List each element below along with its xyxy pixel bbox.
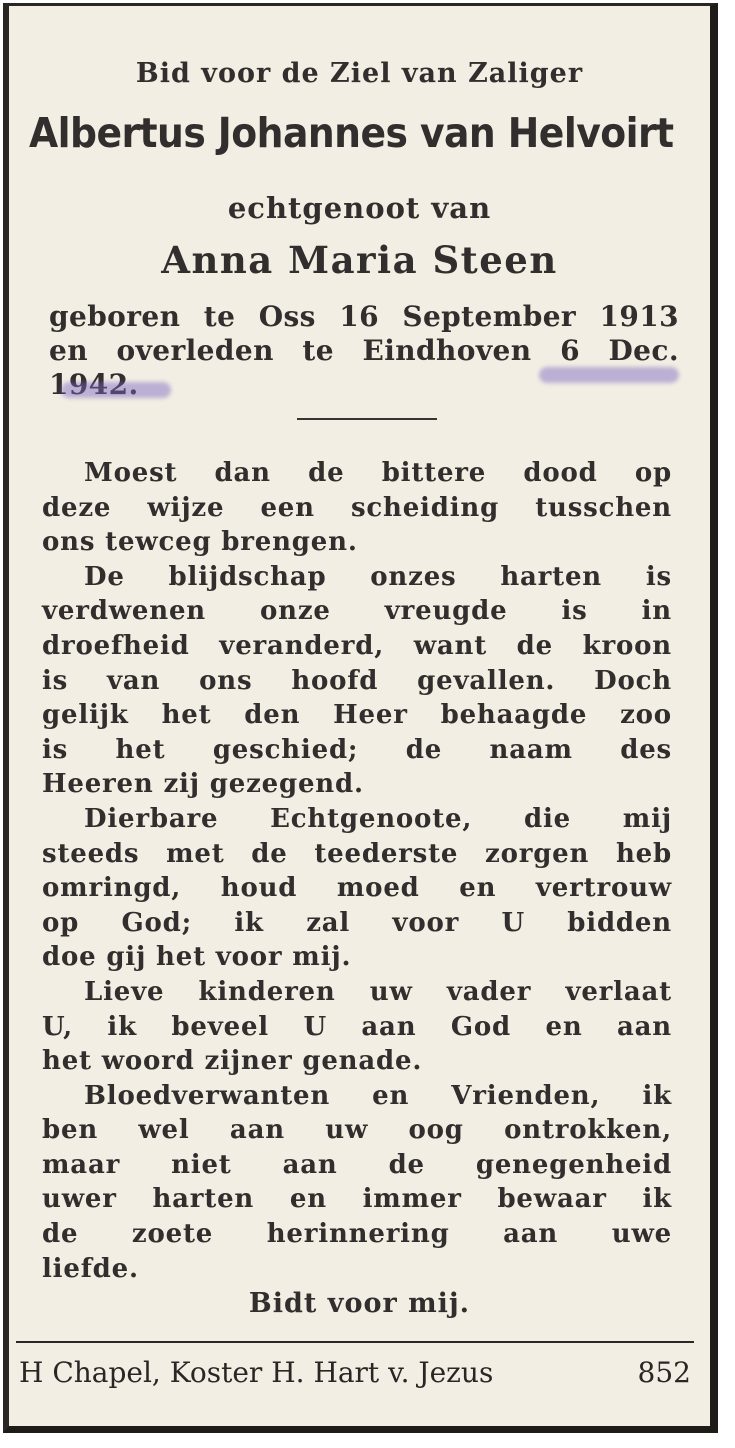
birth-line: geboren te Oss 16 September 1913: [49, 300, 679, 333]
text-line: gelijk het den Heer behaagde zoo: [42, 700, 672, 731]
text-line: ben wel aan uw oog ontrokken,: [42, 1115, 672, 1146]
text-line: U, ik beveel U aan God en aan: [42, 1011, 672, 1042]
text-line: verdwenen onze vreugde is in: [42, 596, 672, 627]
memorial-text: [42, 456, 672, 1286]
footer-rule: [16, 1341, 694, 1343]
spouse-name: Anna Maria Steen: [161, 238, 558, 282]
text-line: De blijdschap onzes harten is: [84, 561, 672, 592]
text-line: uwer harten en immer bewaar ik: [42, 1184, 672, 1215]
ink-stain-left: [61, 382, 171, 398]
death-line: en overleden te Eindhoven 6 Dec.: [49, 334, 679, 367]
text-line: doe gij het voor mij.: [42, 942, 352, 973]
text-line: Bloedverwanten en Vrienden, ik: [84, 1080, 672, 1111]
text-line: Heeren zij gezegend.: [42, 769, 364, 800]
text-line: ons tewceg brengen.: [42, 527, 358, 558]
text-line: maar niet aan de genegenheid: [42, 1149, 672, 1180]
text-line: het woord zijner genade.: [42, 1046, 423, 1077]
text-line: omringd, houd moed en vertrouw: [42, 873, 672, 904]
divider: [297, 418, 437, 420]
text-line: de zoete herinnering aan uwe: [42, 1219, 672, 1250]
text-line: op God; ik zal voor U bidden: [42, 907, 672, 938]
printer-footer: [19, 1356, 691, 1389]
text-line: is het geschied; de naam des: [42, 734, 672, 765]
text-line: Dierbare Echtgenoote, die mij: [84, 803, 672, 834]
spouse-prefix: echtgenoot van: [227, 191, 492, 225]
text-line: is van ons hoofd gevallen. Doch: [42, 665, 672, 696]
deceased-name: Albertus Johannes van Helvoirt: [29, 109, 674, 157]
closing-prayer: Bidt voor mij.: [248, 1288, 471, 1319]
text-line: Moest dan de bittere dood op: [84, 458, 672, 488]
death-year-line: 1942.: [49, 368, 139, 401]
ink-stain-right: [539, 367, 679, 383]
text-line: liefde.: [42, 1253, 139, 1284]
card-number: 852: [637, 1356, 691, 1389]
text-line: Lieve kinderen uw vader verlaat: [84, 976, 672, 1007]
text-line: steeds met de teederste zorgen heb: [42, 838, 672, 869]
text-line: droefheid veranderd, want de kroon: [42, 630, 672, 661]
publisher-text: H Chapel, Koster H. Hart v. Jezus: [19, 1356, 494, 1389]
text-line: deze wijze een scheiding tusschen: [42, 492, 672, 523]
prayer-heading: Bid voor de Ziel van Zaliger: [135, 58, 584, 89]
memorial-card: [3, 3, 718, 1433]
